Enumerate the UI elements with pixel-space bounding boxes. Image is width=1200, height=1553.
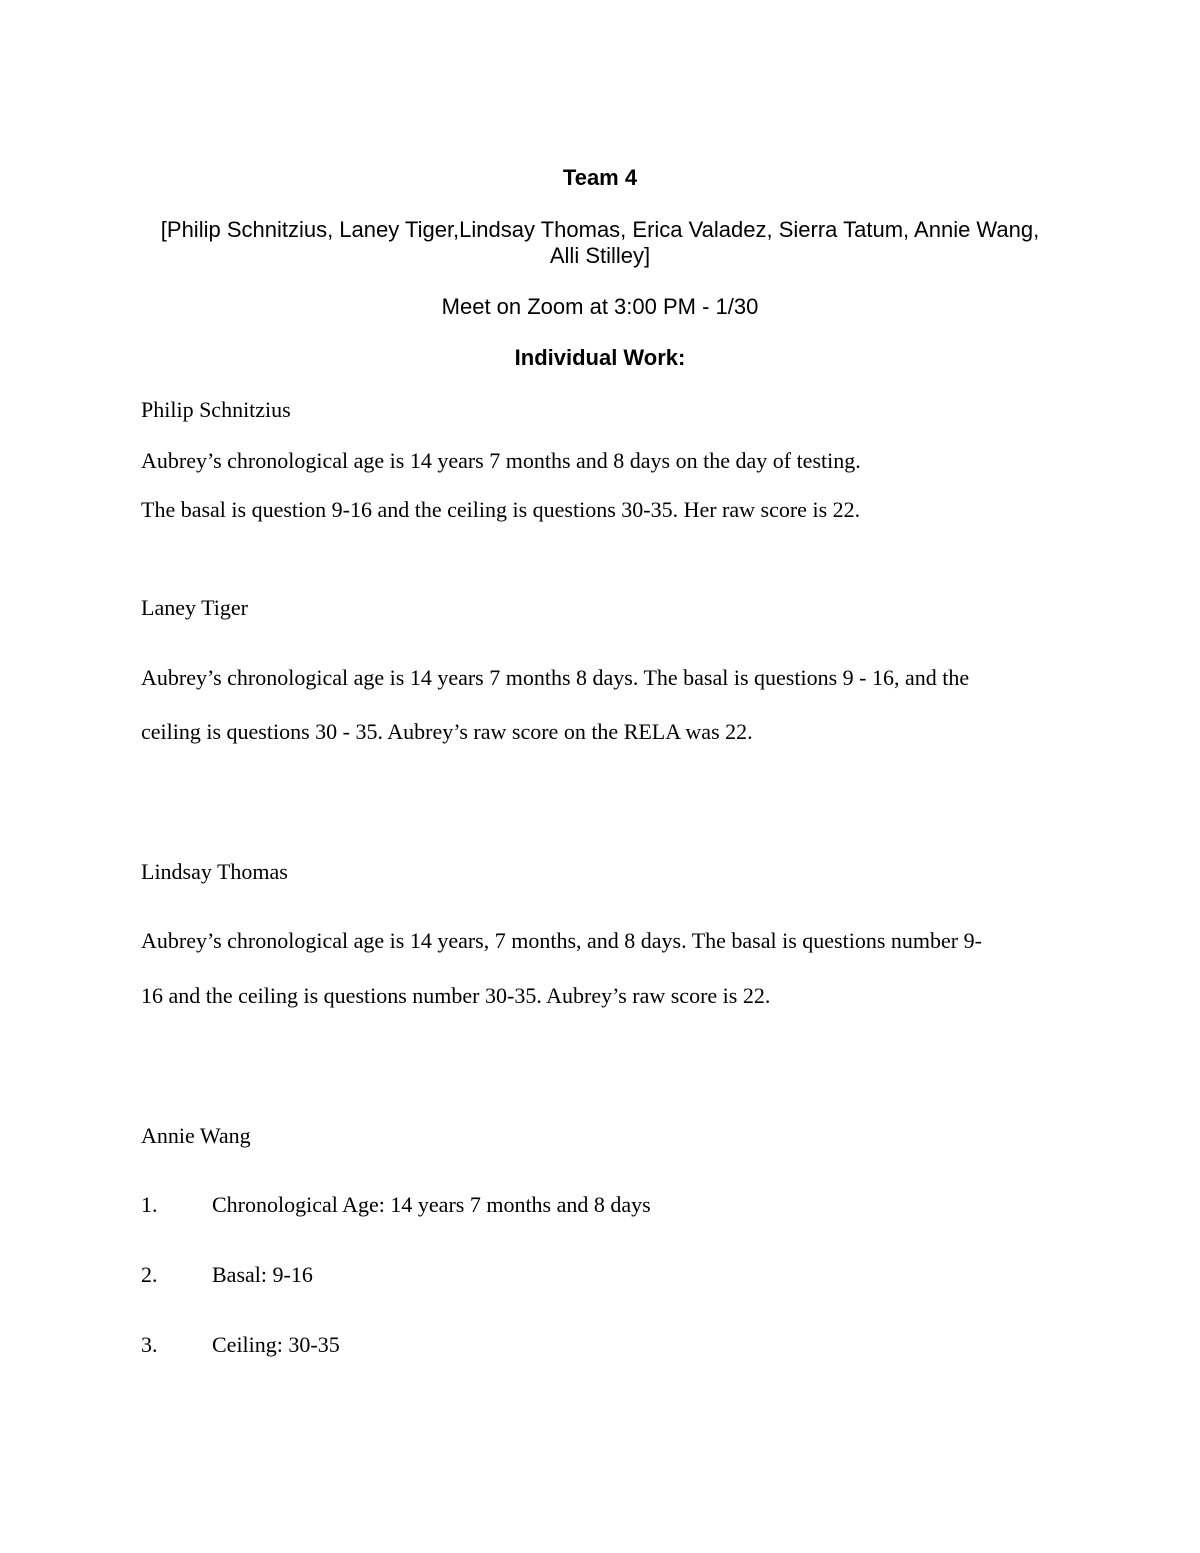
entry-name: Lindsay Thomas xyxy=(141,859,288,884)
entry-line: 16 and the ceiling is questions number 30-35. Aubrey’s raw score is 22. xyxy=(141,983,771,1008)
entry-line: Aubrey’s chronological age is 14 years 7 months 8 days. The basal is questions 9 - 16, and the xyxy=(141,665,970,690)
entry-name: Laney Tiger xyxy=(141,595,248,620)
section-heading: Individual Work: xyxy=(514,345,686,370)
entry-name: Annie Wang xyxy=(141,1123,251,1148)
entry-line: The basal is question 9-16 and the ceiling is questions 30-35. Her raw score is 22. xyxy=(141,497,861,522)
entry-line: Aubrey’s chronological age is 14 years, 7 months, and 8 days. The basal is questions number 9- xyxy=(141,928,982,953)
list-item: Basal: 9-16 xyxy=(212,1262,313,1287)
team-members: [Philip Schnitzius, Laney Tiger,Lindsay Thomas, Erica Valadez, Sierra Tatum, Annie Wang, Alli Stilley] xyxy=(160,217,1040,268)
list-number: 1. xyxy=(141,1192,158,1217)
list-item: Ceiling: 30-35 xyxy=(212,1332,340,1357)
entry-line: ceiling is questions 30 - 35. Aubrey’s raw score on the RELA was 22. xyxy=(141,719,753,744)
entry-line: Aubrey’s chronological age is 14 years 7 months and 8 days on the day of testing. xyxy=(141,448,861,473)
entry-name: Philip Schnitzius xyxy=(141,397,291,422)
document-title: Team 4 xyxy=(562,165,638,190)
list-number: 2. xyxy=(141,1262,158,1287)
meeting-info: Meet on Zoom at 3:00 PM - 1/30 xyxy=(441,294,759,319)
list-number: 3. xyxy=(141,1332,158,1357)
list-item: Chronological Age: 14 years 7 months and 8 days xyxy=(212,1192,651,1217)
